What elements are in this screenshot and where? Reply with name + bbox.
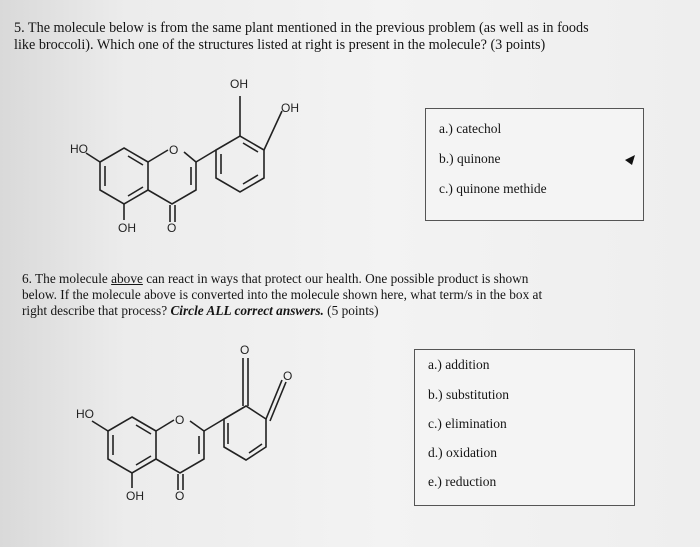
q5-option-c[interactable]: c.) quinone methide bbox=[439, 181, 547, 196]
q6-option-a[interactable]: a.) addition bbox=[428, 357, 490, 372]
q6-options-box bbox=[414, 349, 635, 506]
q5-prompt-line-2: like broccoli). Which one of the structures listed at right is present in the molecule? (3 points) bbox=[14, 37, 546, 53]
q6-option-d[interactable]: d.) oxidation bbox=[428, 445, 497, 460]
q5-option-a[interactable]: a.) catechol bbox=[439, 121, 502, 136]
q6-ring-oxygen-label: O bbox=[175, 413, 185, 427]
q5-option-b[interactable]: b.) quinone bbox=[439, 151, 501, 166]
q5-oh-right-label: OH bbox=[281, 101, 299, 115]
q6-ho-left-label: HO bbox=[76, 407, 94, 421]
q6-carbonyl-oxygen-label: O bbox=[175, 489, 185, 503]
q5-ring-oxygen-label: O bbox=[169, 143, 179, 157]
q5-oh-top-label: OH bbox=[230, 77, 248, 91]
q5-prompt-line-1: 5. The molecule below is from the same plant mentioned in the previous problem (as well as in foods bbox=[14, 20, 589, 36]
q6-line1-start: 6. The molecule bbox=[22, 271, 112, 286]
q6-line3-start: right describe that process? bbox=[22, 303, 171, 318]
q6-line1-end: can react in ways that protect our health. One possible product is shown bbox=[142, 271, 529, 286]
q5-ho-left-label: HO bbox=[70, 142, 88, 156]
q6-line3-end: (5 points) bbox=[323, 303, 379, 318]
q6-option-c[interactable]: c.) elimination bbox=[428, 416, 507, 431]
q5-oh-bottom-label: OH bbox=[118, 221, 136, 235]
q6-underlined-word: above bbox=[111, 271, 143, 286]
q6-option-b[interactable]: b.) substitution bbox=[428, 387, 510, 402]
q6-prompt-line-2: below. If the molecule above is converted into the molecule shown here, what term/s in the box at bbox=[22, 287, 543, 302]
q6-o-top-label: O bbox=[240, 343, 250, 357]
q5-carbonyl-oxygen-label: O bbox=[167, 221, 177, 235]
q6-o-right-label: O bbox=[283, 369, 293, 383]
q6-emphasis: Circle ALL correct answers. bbox=[170, 303, 324, 318]
q6-option-e[interactable]: e.) reduction bbox=[428, 474, 497, 489]
q6-oh-bottom-label: OH bbox=[126, 489, 144, 503]
